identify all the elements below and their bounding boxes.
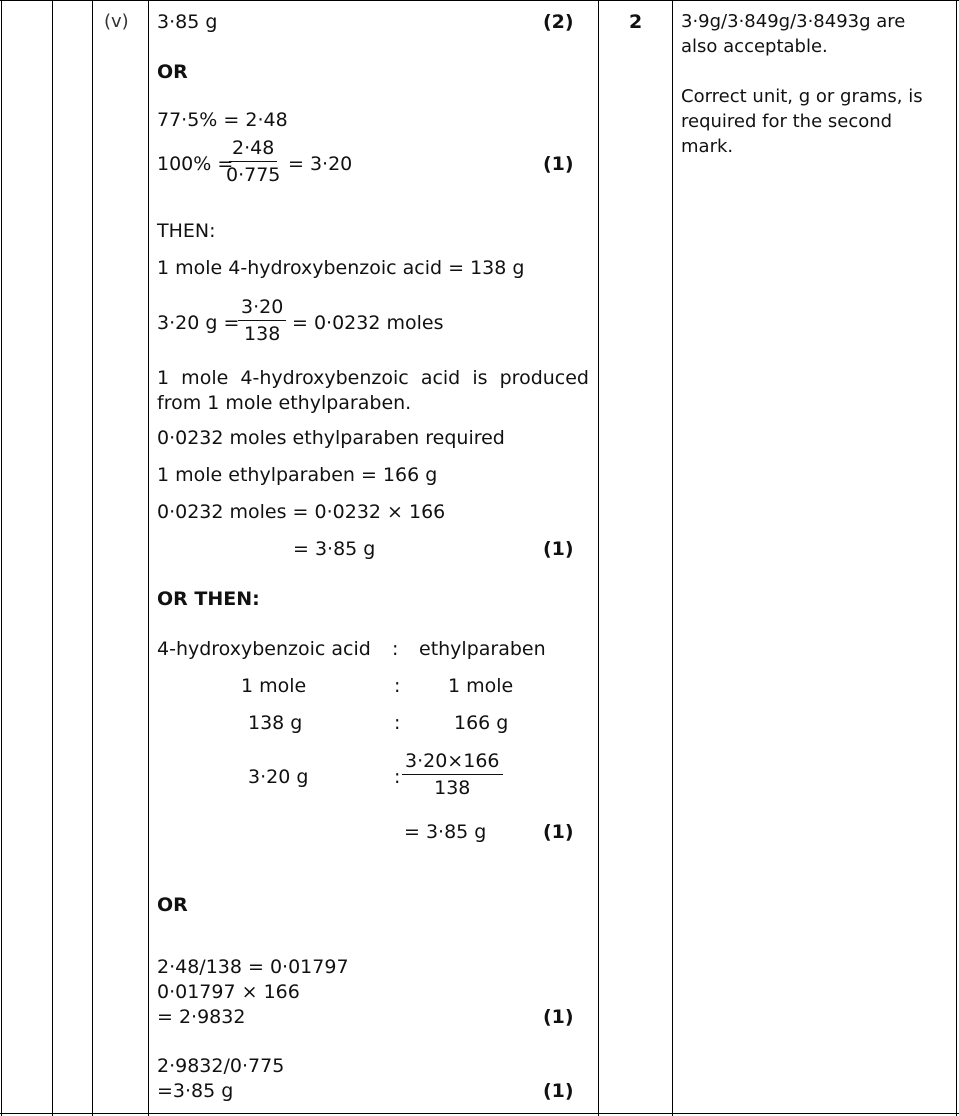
- ratio-result: = 3·85 g: [404, 821, 487, 843]
- guidance-line-3: Correct unit, g or grams, is: [681, 86, 923, 107]
- table-top-border: [0, 0, 959, 1]
- part-label: (v): [104, 11, 129, 32]
- moles-fraction: [238, 298, 286, 344]
- calc-line: 0·0232 moles = 0·0232 × 166: [157, 501, 446, 523]
- column-border-3: [148, 0, 149, 1116]
- ratio-left-header: 4-hydroxybenzoic acid: [157, 638, 371, 660]
- table-bottom-border: [0, 1113, 959, 1114]
- then-heading: THEN:: [157, 220, 216, 242]
- alt-line-1: 2·48/138 = 0·01797: [157, 956, 349, 978]
- column-border-1: [52, 0, 53, 1116]
- calc-marks: (1): [543, 538, 574, 560]
- ratio-right-header: ethylparaben: [419, 638, 546, 660]
- column-border-6: [956, 0, 957, 1116]
- alt-line-2: 0·01797 × 166: [157, 981, 300, 1003]
- or-heading-2: OR: [157, 894, 188, 916]
- guidance-line-2: also acceptable.: [681, 36, 828, 57]
- ratio-left-1: 1 mole: [241, 675, 307, 697]
- ratio-denominator: 138: [434, 777, 471, 799]
- guidance-line-5: mark.: [681, 136, 734, 157]
- ratio-left-2: 138 g: [248, 712, 303, 734]
- mole-acid-line: 1 mole 4-hydroxybenzoic acid = 138 g: [157, 257, 525, 279]
- alt-line-5: =3·85 g: [157, 1080, 234, 1102]
- moles-result: = 0·0232 moles: [292, 312, 444, 334]
- hundred-result: = 3·20: [288, 153, 353, 175]
- alt-line-4: 2·9832/0·775: [157, 1055, 285, 1077]
- ratio-left-3: 3·20 g: [248, 766, 309, 788]
- hundred-fraction: [223, 139, 283, 185]
- ratio-colon-1: :: [394, 675, 401, 697]
- answer-value: 3·85 g: [157, 11, 218, 33]
- guidance-line-4: required for the second: [681, 111, 893, 132]
- ratio-marks: (1): [543, 821, 574, 843]
- hundred-prefix: 100% =: [157, 153, 234, 175]
- column-border-4: [598, 0, 599, 1116]
- alt-line-3: = 2·9832: [157, 1006, 246, 1028]
- mole-ethyl-line: 1 mole ethylparaben = 166 g: [157, 464, 438, 486]
- ratio-numerator: 3·20×166: [402, 752, 503, 775]
- hundred-denominator: 0·775: [226, 164, 281, 186]
- ratio-right-1: 1 mole: [448, 675, 514, 697]
- produced-line-2: from 1 mole ethylparaben.: [157, 392, 412, 414]
- alt-marks-1: (1): [543, 1006, 574, 1028]
- moles-prefix: 3·20 g =: [157, 312, 240, 334]
- hundred-marks: (1): [543, 153, 574, 175]
- or-heading-1: OR: [157, 61, 188, 83]
- moles-numerator: 3·20: [238, 298, 286, 321]
- hundred-numerator: 2·48: [229, 139, 277, 162]
- alt-marks-2: (1): [543, 1080, 574, 1102]
- produced-line-1: 1 mole 4-hydroxybenzoic acid is produced: [157, 367, 589, 389]
- or-then-heading: OR THEN:: [157, 588, 260, 610]
- ratio-colon-3: :: [394, 766, 401, 788]
- column-border-2: [92, 0, 93, 1116]
- calc-result: = 3·85 g: [293, 538, 376, 560]
- column-border-0: [1, 0, 2, 1116]
- ratio-colon-header: :: [392, 638, 399, 660]
- max-mark: 2: [629, 11, 643, 33]
- answer-marks: (2): [543, 11, 574, 33]
- ratio-colon-2: :: [394, 712, 401, 734]
- ratio-fraction: [402, 752, 503, 798]
- required-line: 0·0232 moles ethylparaben required: [157, 427, 505, 449]
- percent-line: 77·5% = 2·48: [157, 109, 288, 131]
- moles-denominator: 138: [244, 323, 281, 345]
- column-border-5: [672, 0, 673, 1116]
- ratio-right-2: 166 g: [454, 712, 509, 734]
- guidance-line-1: 3·9g/3·849g/3·8493g are: [681, 11, 906, 32]
